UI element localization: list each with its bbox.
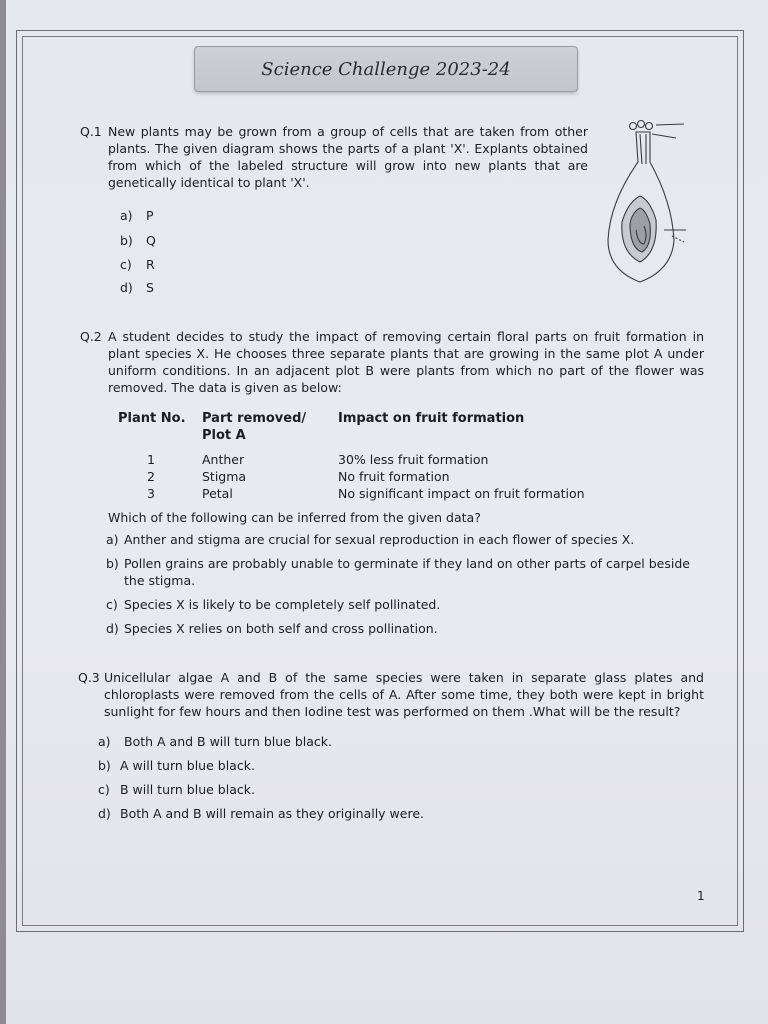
question-2-text: A student decides to study the impact of removing certain floral parts on fruit formation in plant species X. He chooses three separate plants that are growing in the same plot A under uniform conditions. In an adjacent plot B were plants from which no part of the flower was removed. The data is given as below: [108,329,704,395]
q2-option-b[interactable]: b) Pollen grains are probably unable to germinate if they land on other parts of carpel beside [106,556,690,571]
plant-structure-diagram [600,112,712,284]
question-3-number: Q.3 [78,670,100,685]
table-header-part-removed: Part removed/ [202,411,307,426]
q2-option-d[interactable]: d) Species X relies on both self and cross pollination. [106,621,438,636]
q2-option-a[interactable]: a) Anther and stigma are crucial for sexual reproduction in each flower of species X. [106,532,635,547]
q2-option-c[interactable]: c) Species X is likely to be completely self pollinated. [106,597,441,612]
q1-option-a[interactable]: a) P [120,208,154,223]
table-row-3-impact: No significant impact on fruit formation [338,486,585,501]
table-row-3-no: 3 [147,486,155,501]
question-1-number: Q.1 [80,124,102,139]
question-3-text: Unicellular algae A and B of the same species were taken in separate glass plates and chloroplasts were removed from the cells of A. After some time, they both were kept in bright sunlight for few hours and then Iodine test was performed on them .What will be the result? [104,670,704,719]
table-row-1-impact: 30% less fruit formation [338,452,489,467]
page-number: 1 [697,889,705,903]
q1-option-c[interactable]: c) R [120,257,155,272]
table-row-1-part: Anther [202,452,245,467]
question-2-number: Q.2 [80,329,102,344]
q3-option-b[interactable]: b) A will turn blue black. [98,758,255,773]
page-title: Science Challenge 2023-24 [194,46,578,92]
q2-option-b-continued: the stigma. [124,573,196,588]
q1-option-b[interactable]: b) Q [120,233,156,248]
table-row-1-no: 1 [147,452,155,467]
question-2-prompt: Which of the following can be inferred from the given data? [108,510,481,525]
table-header-plot-a: Plot A [202,428,246,443]
question-1-text: New plants may be grown from a group of cells that are taken from other plants. The given diagram shows the parts of a plant 'X'. Explants obtained from which of the labeled structure will grow into new plants that are genetically identical to plant 'X'. [108,124,588,190]
table-row-2-no: 2 [147,469,155,484]
table-row-3-part: Petal [202,486,233,501]
table-row-2-impact: No fruit formation [338,469,450,484]
table-row-2-part: Stigma [202,469,247,484]
q3-option-c[interactable]: c) B will turn blue black. [98,782,255,797]
q3-option-a[interactable]: a) Both A and B will turn blue black. [98,734,332,749]
q1-option-d[interactable]: d) S [120,280,154,295]
q3-option-d[interactable]: d) Both A and B will remain as they originally were. [98,806,424,821]
table-header-impact: Impact on fruit formation [338,411,525,426]
table-header-plant-no: Plant No. [118,411,186,426]
